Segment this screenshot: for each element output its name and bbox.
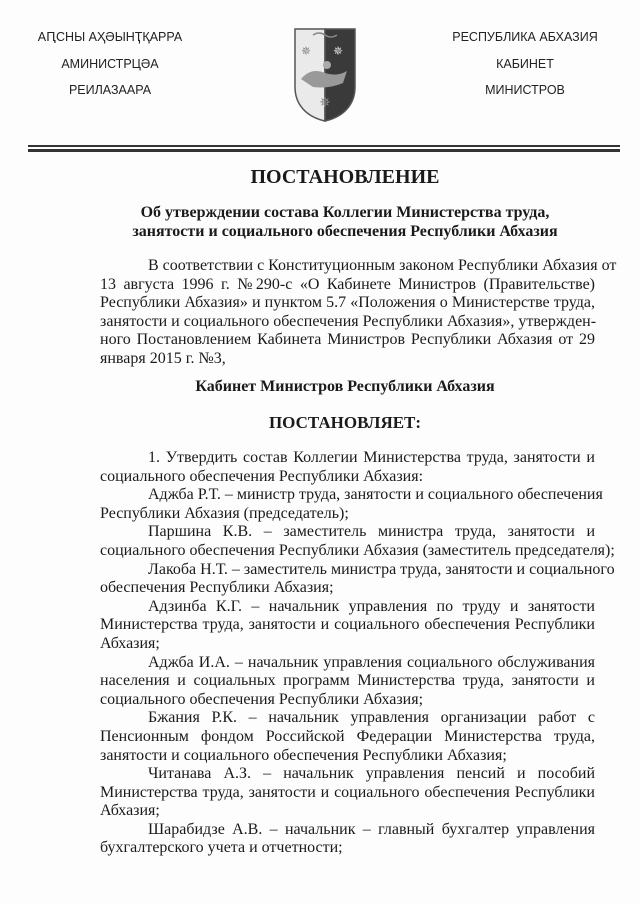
coat-of-arms-emblem bbox=[293, 27, 357, 123]
svg-text:✵: ✵ bbox=[332, 44, 344, 58]
paragraph-first-line: Лакоба Н.Т. – заместитель министра труда, занятости и социального bbox=[148, 560, 615, 578]
paragraph-first-line: Аджба И.А. – начальник управления социального обслуживания bbox=[148, 653, 595, 671]
paragraph-line: социального обеспечения Республики Абхазия; bbox=[100, 690, 424, 708]
paragraph-line: Республики Абхазия (председатель); bbox=[100, 504, 349, 522]
paragraph-line: Абхазия; bbox=[100, 802, 160, 820]
document-title: ПОСТАНОВЛЕНИЕ bbox=[250, 166, 440, 188]
subtitle-line: Об утверждении состава Коллегии Министерства труда, bbox=[140, 204, 550, 221]
paragraph-line: Министерства труда, занятости и социального обеспечения Республики bbox=[100, 783, 595, 801]
paragraph-line: Министерства труда, занятости и социального обеспечения Республики bbox=[100, 616, 595, 634]
letterhead-line: КАБИНЕТ bbox=[496, 57, 554, 71]
letterhead-line: АМИНИСТРЦӘА bbox=[61, 57, 159, 71]
paragraph-line: Пенсионным фондом Российской Федерации Министерства труда, bbox=[100, 727, 595, 745]
collegium-member-entry bbox=[100, 654, 595, 710]
issuer-heading: Кабинет Министров Республики Абхазия bbox=[195, 378, 495, 395]
decree-body bbox=[100, 449, 615, 858]
collegium-member-entry bbox=[100, 560, 615, 598]
letterhead-line: АԤСНЫ АҲӘЫНҬҚАРРА bbox=[37, 30, 183, 44]
collegium-member-entry bbox=[100, 765, 595, 821]
decree-heading: ПОСТАНОВЛЯЕТ: bbox=[268, 413, 422, 432]
paragraph-line: населения и социальных программ Министерства труда, занятости и bbox=[100, 672, 595, 690]
paragraph-line: социального обеспечения Республики Абхазия: bbox=[100, 467, 424, 485]
paragraph-first-line: 1. Утвердить состав Коллегии Министерства труда, занятости и bbox=[148, 449, 595, 466]
header-divider bbox=[28, 149, 620, 152]
paragraph-line: 13 августа 1996 г. №290-с «О Кабинете Министров (Правительстве) bbox=[100, 275, 595, 293]
paragraph-line: занятости и социального обеспечения Республики Абхазия», утвержден- bbox=[100, 312, 597, 330]
subtitle-line: занятости и социального обеспечения Республики Абхазия bbox=[132, 223, 558, 240]
svg-text:✵: ✵ bbox=[319, 96, 331, 111]
letterhead-line: РЕСПУБЛИКА АБХАЗИЯ bbox=[452, 30, 598, 44]
collegium-member-entry bbox=[100, 598, 595, 654]
preamble-paragraph bbox=[100, 257, 617, 369]
paragraph-first-line: Бжания Р.К. – начальник управления организации работ с bbox=[148, 709, 595, 727]
paragraph-first-line: Аджба Р.Т. – министр труда, занятости и социального обеспечения bbox=[148, 486, 603, 504]
paragraph-line: Абхазия; bbox=[100, 634, 160, 652]
svg-text:✵: ✵ bbox=[300, 44, 312, 58]
paragraph-line: занятости и социального обеспечения Республики Абхазия; bbox=[100, 746, 507, 764]
collegium-member-entry bbox=[100, 709, 595, 765]
collegium-member-entry bbox=[100, 523, 615, 560]
collegium-member-entry bbox=[100, 486, 603, 523]
paragraph-line: социального обеспечения Республики Абхазия (заместитель председателя); bbox=[100, 541, 615, 559]
paragraph-line: ного Постановлением Кабинета Министров Республики Абхазия от 29 bbox=[100, 331, 595, 349]
document-subtitle bbox=[60, 203, 630, 241]
paragraph-first-line: Шарабидзе А.В. – начальник – главный бухгалтер управления bbox=[148, 820, 595, 838]
paragraph-line: Республики Абхазия» и пунктом 5.7 «Положения о Министерстве труда, bbox=[100, 294, 595, 312]
paragraph-first-line: Читанава А.З. – начальник управления пенсий и пособий bbox=[148, 765, 595, 783]
letterhead-line: МИНИСТРОВ bbox=[485, 83, 565, 97]
letterhead-line: РЕИЛАЗААРА bbox=[68, 83, 152, 97]
paragraph-first-line: Адзинба К.Г. – начальник управления по труду и занятости bbox=[148, 597, 595, 615]
collegium-member-entry bbox=[100, 821, 595, 858]
decree-clause bbox=[100, 449, 595, 486]
paragraph-line: января 2015 г. №3, bbox=[100, 349, 226, 367]
header-divider bbox=[28, 145, 620, 147]
paragraph-line: обеспечения Республики Абхазия; bbox=[100, 579, 334, 597]
paragraph-first-line: Паршина К.В. – заместитель министра труда, занятости и bbox=[148, 523, 595, 541]
paragraph-line: бухгалтерского учета и отчетности; bbox=[100, 839, 343, 857]
paragraph-first-line: В соответствии с Конституционным законом Республики Абхазия от bbox=[148, 257, 617, 274]
